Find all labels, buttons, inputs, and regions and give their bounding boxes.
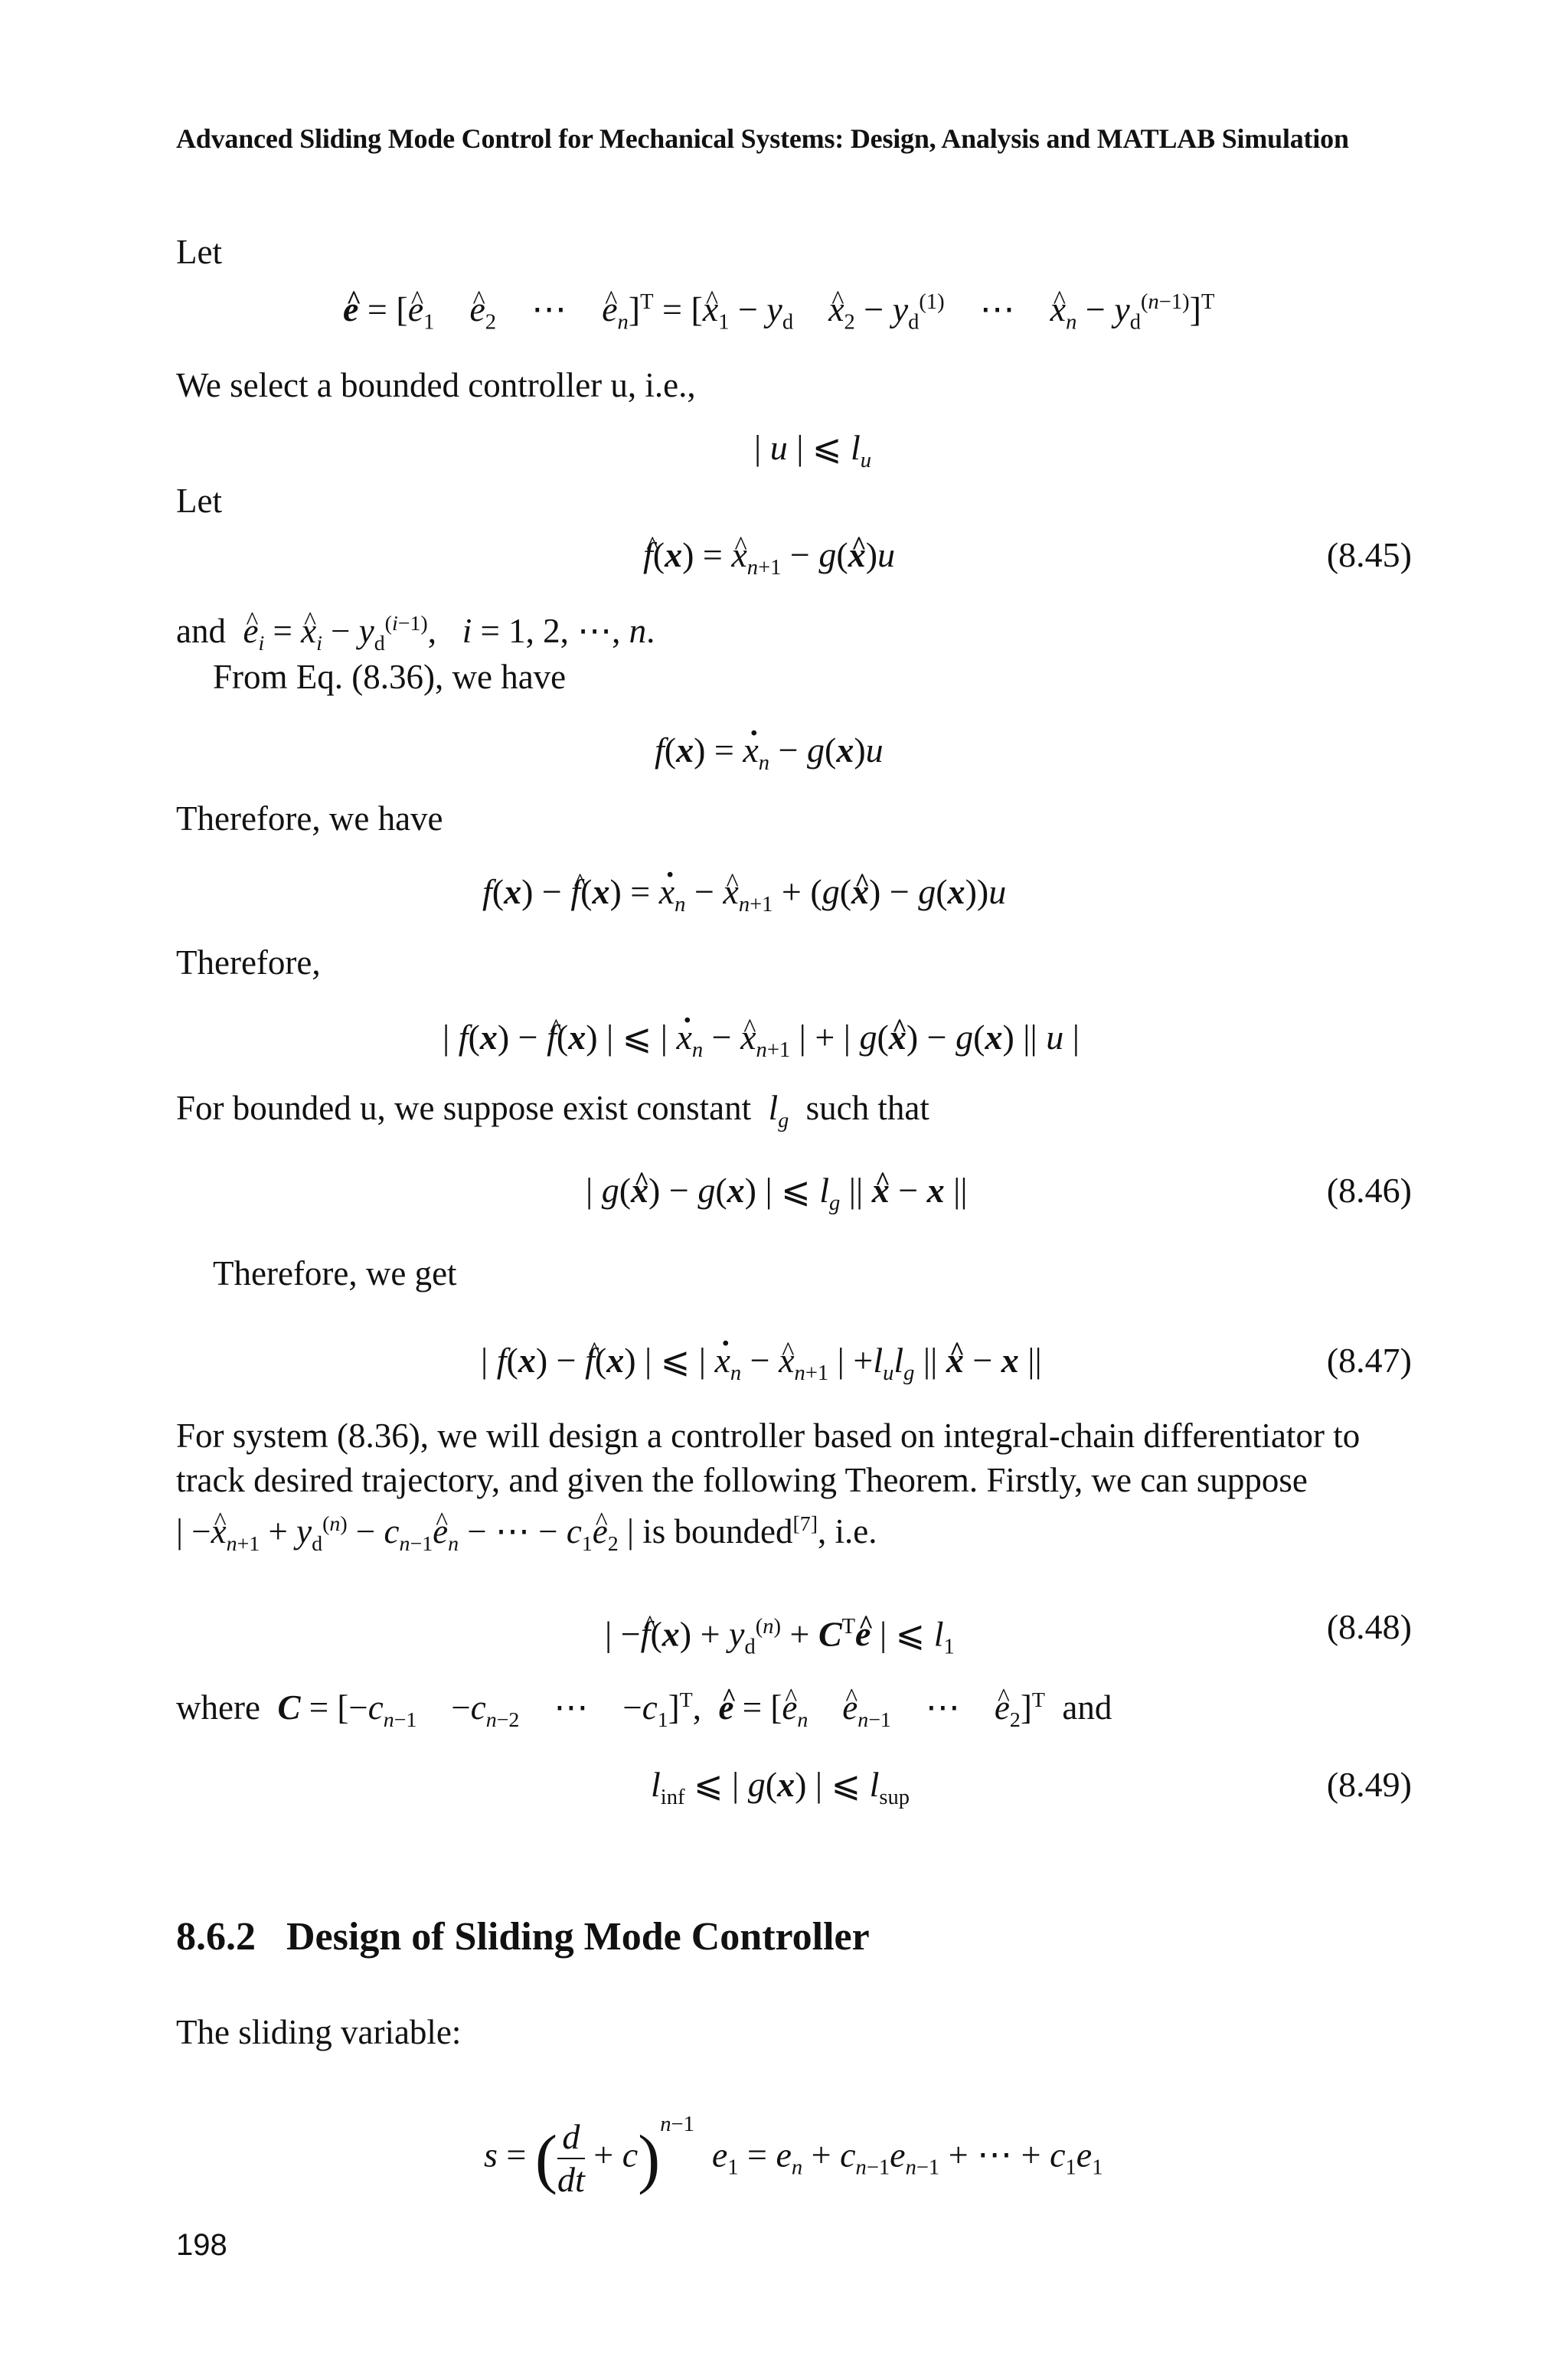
text-therefore: Therefore,: [176, 943, 321, 982]
equation-f-difference-bound: | f(x) − ^ f(x) | ⩽ | · $x_n$ − ^ $x_{n+1}$ | + | g(^ x) − g(x) || u |: [176, 1011, 1412, 1064]
running-header: Advanced Sliding Mode Control for Mechanical Systems: Design, Analysis and MATLAB Simulation: [176, 123, 1349, 154]
equation-f-difference: f(x) − ^ f(x) = · $x_n$ − ^ $x_{n+1}$ + (g(^ x) − g(x))u: [176, 865, 1412, 919]
section-title: Design of Sliding Mode Controller: [286, 1915, 870, 1959]
text-system-paragraph: For system (8.36), we will design a controller based on integral-chain differentiator to track desired trajectory, and given the following Theorem. Firstly, we can suppose | −^ $x_{n+1} + y_d^{(n)}$ − $c_{n-1}\^{}$ $e_n$ − ⋯ − $c_1\^{}$ $e_2$ | is bounded[7], i.e.: [176, 1413, 1412, 1567]
text-let-1: Let: [176, 233, 222, 271]
text-and-ei: and ^ $e_i$ = ^ $x_i - y_d^{(i-1)}$, i = 1, 2, ⋯, n.: [176, 602, 1412, 666]
equation-f-x: f(x) = · $x_n - g(x)u$: [176, 724, 1412, 777]
text-let-2: Let: [176, 482, 222, 520]
text-therefore-get: Therefore, we get: [213, 1254, 457, 1292]
equation-u-bound: | u | ⩽ $l_u$: [754, 428, 872, 473]
equation-8-49: $l_{inf}$ ⩽ | g(x) | ⩽ $l_{sup}$ (8.49): [176, 1758, 1412, 1812]
equation-number-8-48: (8.48): [1326, 1607, 1412, 1646]
equation-8-46: | g(^ x) − g(x) | ⩽ $l_g$ || ^ x − x || (8.46): [176, 1164, 1412, 1217]
section-number: 8.6.2: [176, 1915, 256, 1959]
equation-8-47: | f(x) − ^ f(x) | ⩽ | · $x_n$ − ^ $x_{n+1}$ | $+l_ul_g$ || ^ x − x || (8.47): [176, 1334, 1412, 1387]
equation-8-48: | −^ $f(x) + y_d^{(n)}$ + $C^T\^{}$ e | ⩽ $l_1$ (8.48): [176, 1600, 1412, 1654]
equation-8-45: ^ f(x) = ^ $x_{n+1}$ − g(^ x)u (8.45): [176, 528, 1412, 582]
section-heading: [176, 1914, 870, 1959]
equation-number-8-45: (8.45): [1326, 535, 1412, 574]
equation-number-8-47: (8.47): [1326, 1341, 1412, 1380]
text-where-c: where $C = [-c_{n-1}$ $-c_{n-2}$ ⋯ $-c_1]^T$, ^ e = [^ $e_n$ ^ $e_{n-1}$ ⋯ ^ $e_2]^T$ and: [176, 1678, 1412, 1743]
text-bounded-u: For bounded u, we suppose exist constant $l_g$ such that: [176, 1089, 929, 1132]
text-therefore-have: Therefore, we have: [176, 799, 443, 838]
text-select-controller: We select a bounded controller u, i.e.,: [176, 366, 696, 404]
page-number: 198: [176, 2228, 227, 2262]
text-sliding-variable: The sliding variable:: [176, 2013, 462, 2051]
equation-number-8-46: (8.46): [1326, 1171, 1412, 1210]
equation-sliding-variable: s = ( $\frac{d}{dt}$ + c)$^{n-1}$ $e_1 = e_n + c_{n-1}e_{n-1}$ + ⋯ + $c_1e_1$: [484, 2113, 1103, 2199]
text-from-eq: From Eq. (8.36), we have: [213, 658, 567, 696]
equation-e-hat-vector: ^ e = [^ $e_1$ ^ $e_2$ ⋯ ^ $e_n]^T$ = [^ $x_1 - y_d$ ^ $x_2 - y_d^{(1)}$ ⋯ ^ $x_n - y_d^{(n-1)}]^T$: [176, 276, 1412, 329]
equation-number-8-49: (8.49): [1326, 1765, 1412, 1804]
